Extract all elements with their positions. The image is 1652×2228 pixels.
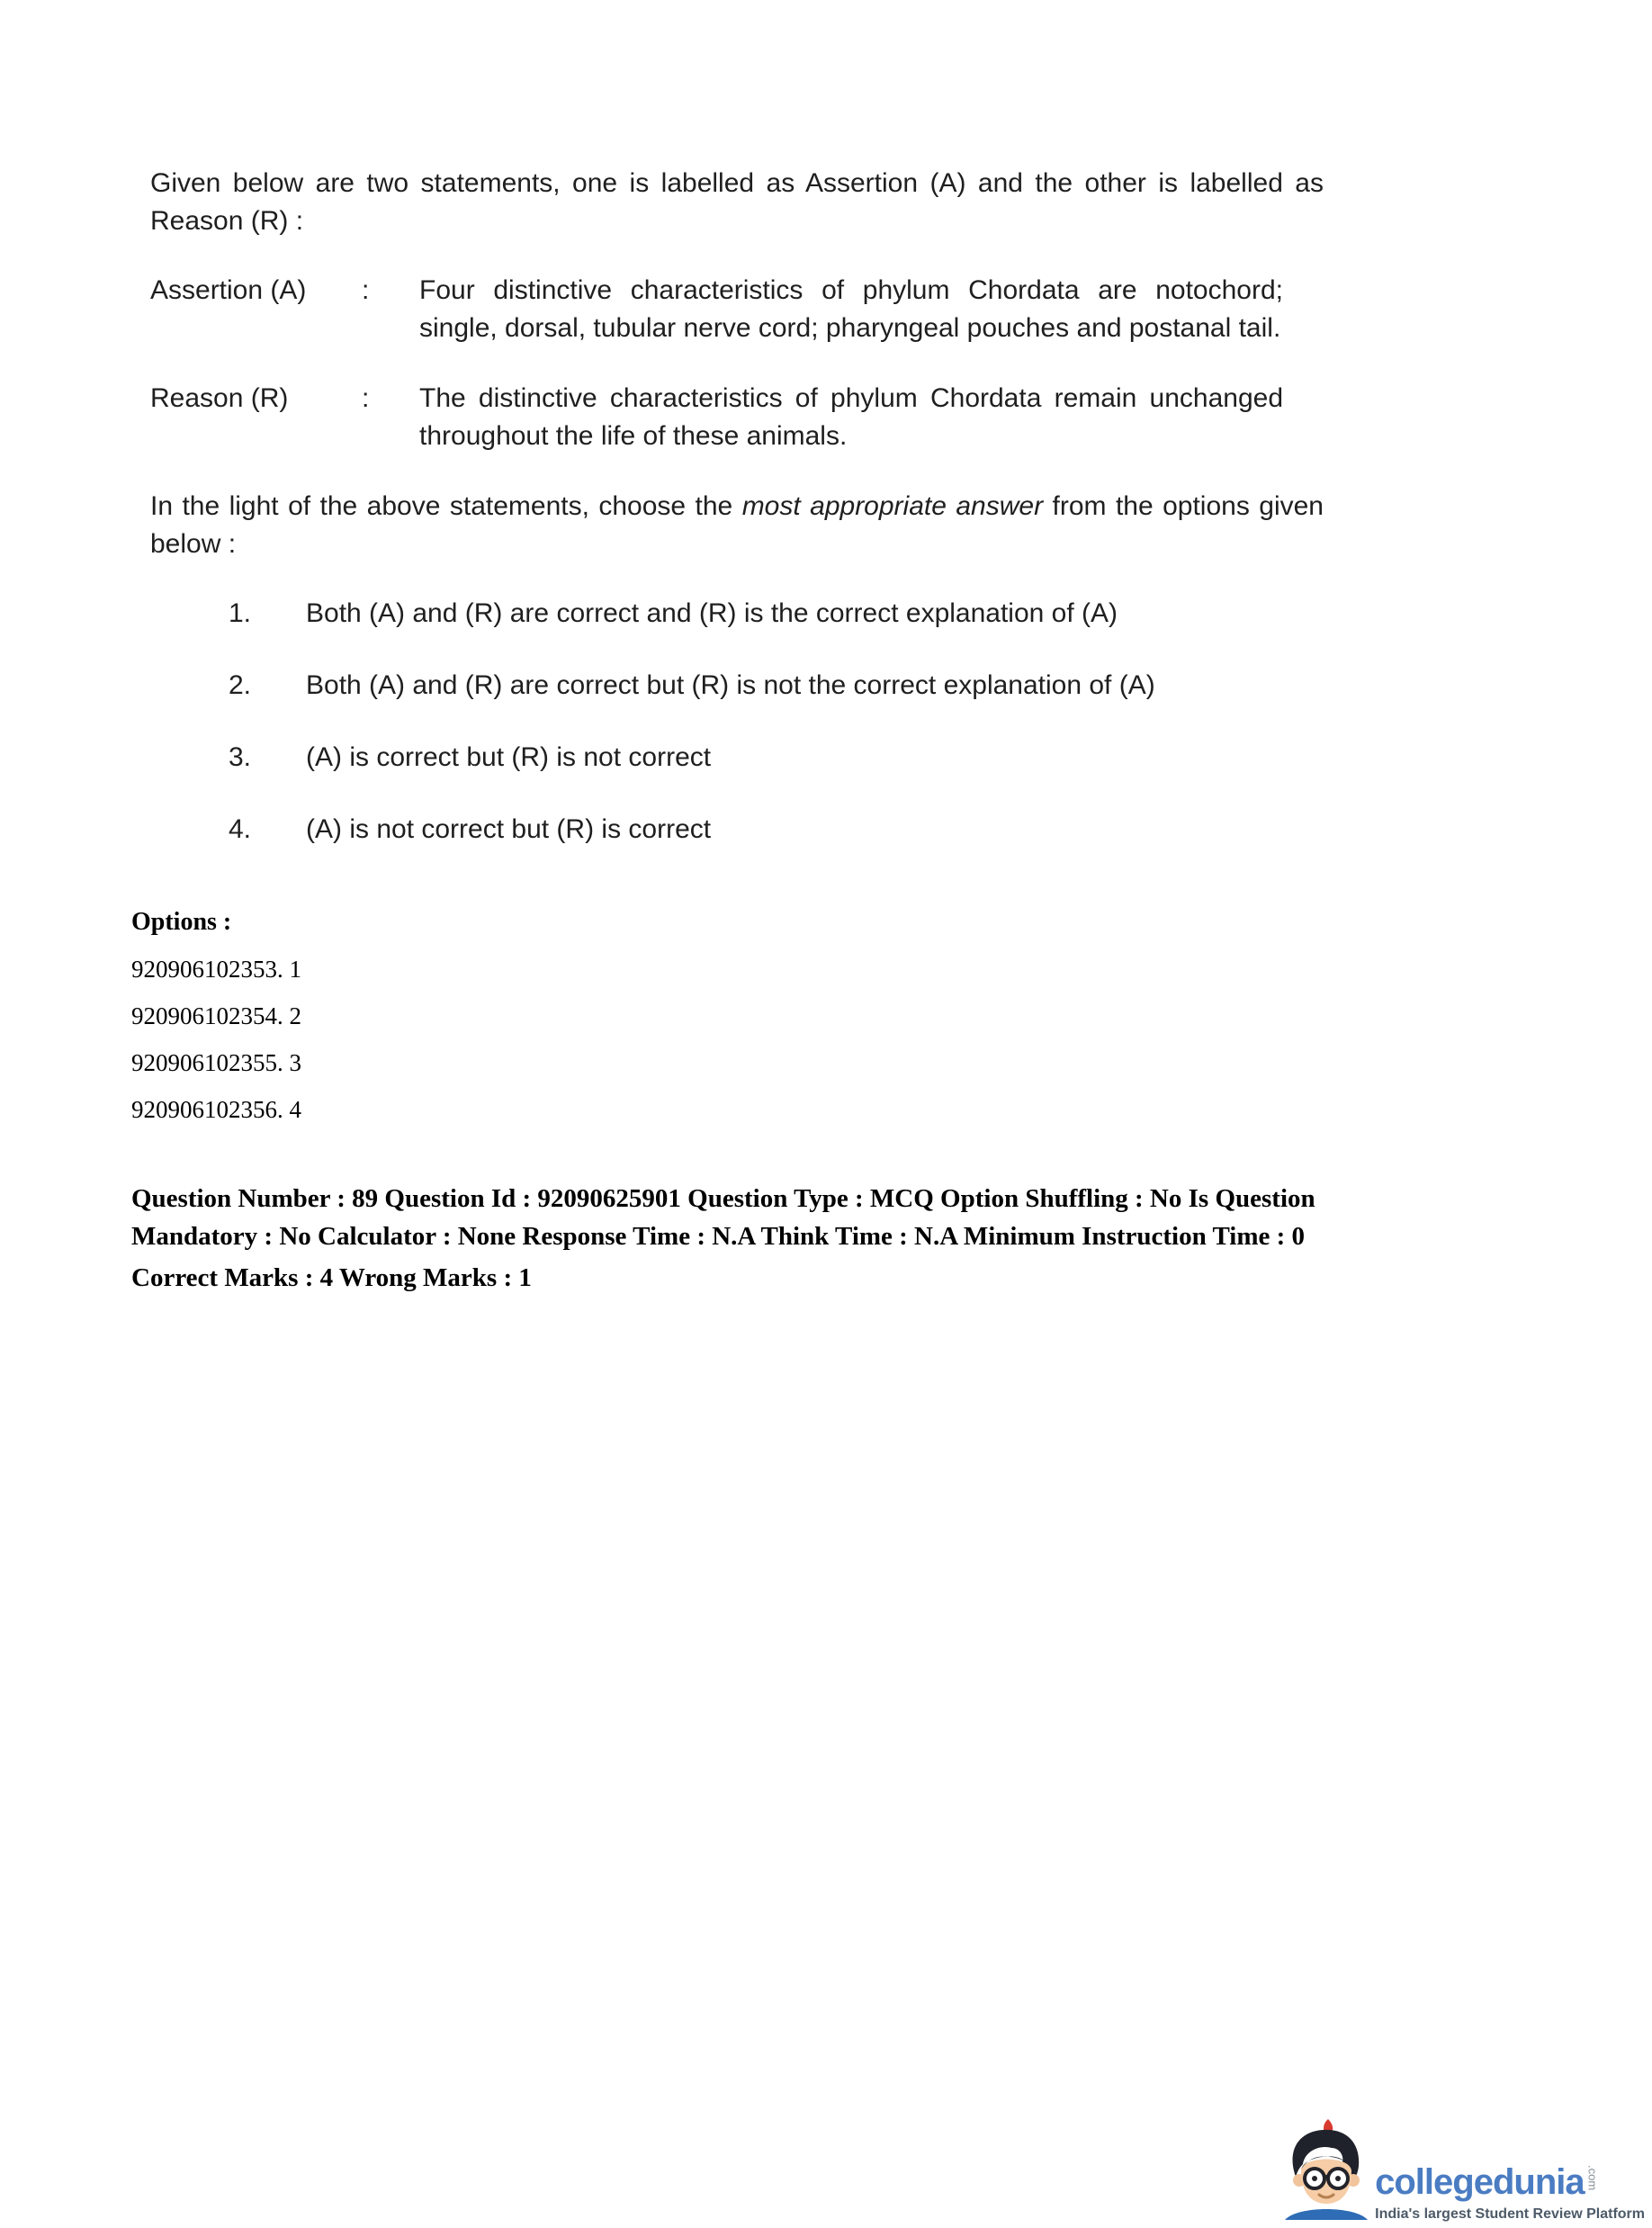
answer-choice [229,739,1324,777]
choice-number: 4. [229,814,252,844]
option-id-item: 920906102353. 1 [131,956,301,983]
direction-text-end: from the options given below : [150,491,1324,559]
assertion-label: Assertion (A) [150,275,307,305]
brand-text: collegedunia [1375,2162,1585,2202]
choice-number: 1. [229,598,252,628]
choice-text: Both (A) and (R) are correct but (R) is not the correct explanation of (A) [306,670,1155,700]
reason-colon: : [362,383,370,413]
document-page [131,165,1499,1293]
brand-tagline: India's largest Student Review Platform [1375,2206,1645,2222]
direction-text-start: In the light of the above statements, choose the [150,491,742,521]
brand-row [1375,2163,1645,2201]
option-id-item: 920906102355. 3 [131,1049,301,1076]
collegedunia-mascot-icon [1279,2119,1369,2224]
question-direction [150,488,1324,563]
choice-number: 3. [229,742,252,772]
direction-text-italic: most appropriate answer [741,491,1044,521]
collegedunia-watermark [1279,2119,1645,2224]
brand-suffix: .com [1585,2165,1600,2191]
assertion-row [150,272,1324,347]
question-intro: Given below are two statements, one is labelled as Assertion (A) and the other is labelled as Reason (R) : [150,168,1324,236]
answer-choices-list [150,595,1324,849]
marks-line: Correct Marks : 4 Wrong Marks : 1 [131,1263,532,1292]
option-id-item: 920906102354. 2 [131,1002,301,1029]
question-metadata: Question Number : 89 Question Id : 92090625901 Question Type : MCQ Option Shuffling : No Is Question Mandatory : No Calculator : None Response Time : N.A Think Time : N.A Minimum Instruction Time : 0 [131,1184,1315,1251]
question-block [150,165,1324,849]
choice-text: (A) is correct but (R) is not correct [306,742,712,772]
assertion-colon: : [362,275,370,305]
reason-row [150,380,1324,455]
choice-text: (A) is not correct but (R) is correct [306,814,712,844]
answer-choice [229,811,1324,849]
reason-label: Reason (R) [150,383,289,413]
answer-choice [229,667,1324,705]
options-heading: Options : [131,908,232,936]
choice-text: Both (A) and (R) are correct and (R) is the correct explanation of (A) [306,598,1118,628]
brand-column [1375,2163,1645,2224]
assertion-text: Four distinctive characteristics of phylum Chordata are notochord; single, dorsal, tubular nerve cord; pharyngeal pouches and postanal tail. [419,275,1283,343]
answer-choice [229,595,1324,633]
choice-number: 2. [229,670,252,700]
reason-text: The distinctive characteristics of phylum Chordata remain unchanged throughout the life of these animals. [419,383,1283,451]
option-id-item: 920906102356. 4 [131,1096,301,1123]
